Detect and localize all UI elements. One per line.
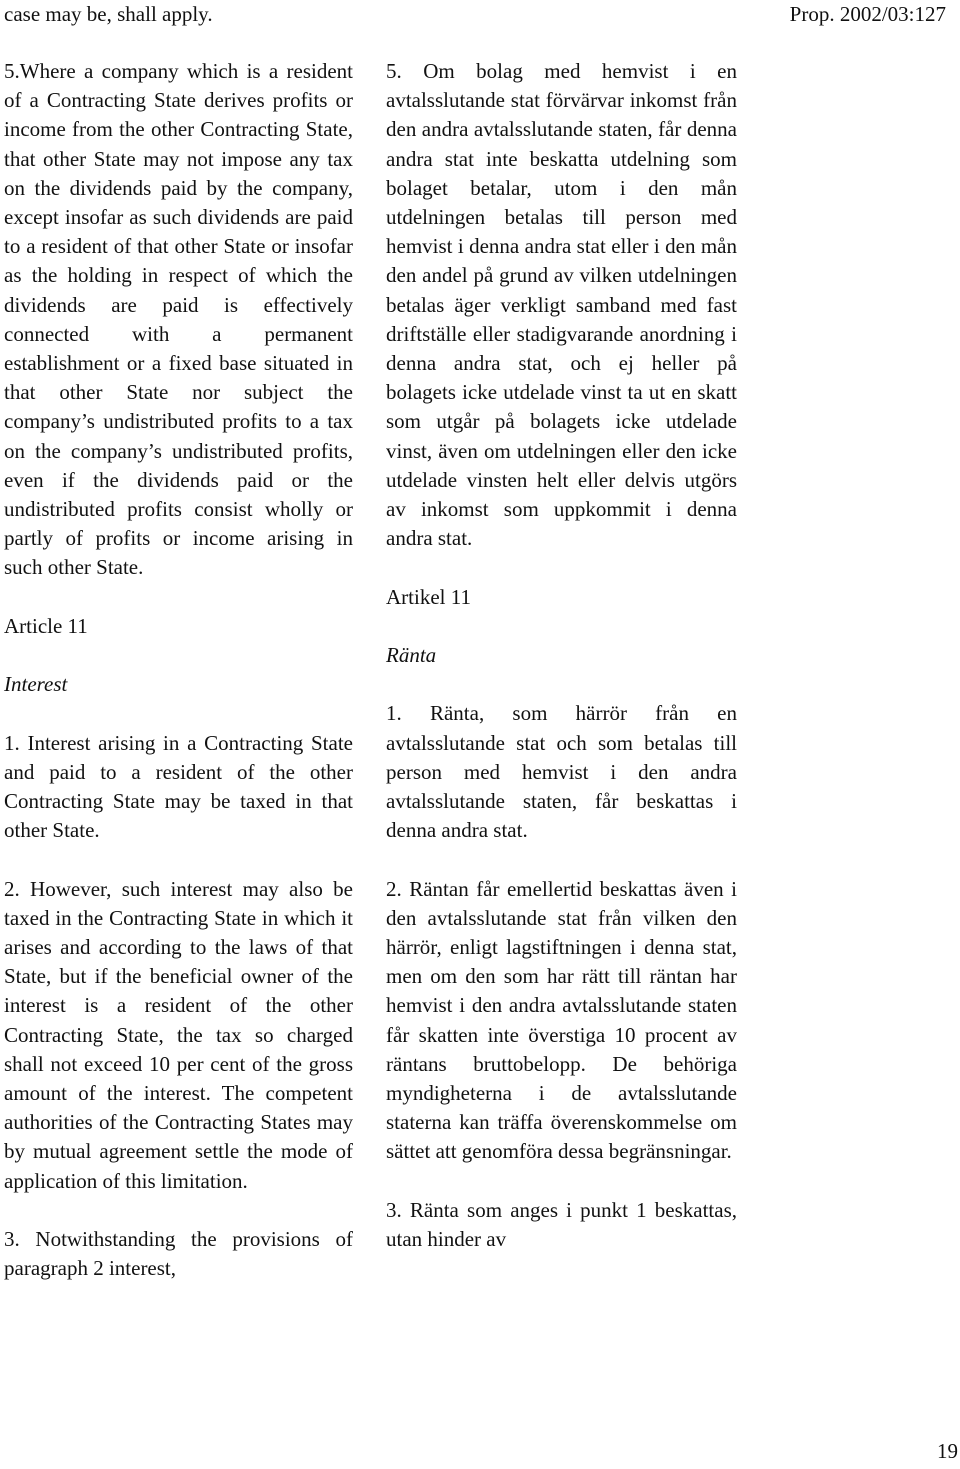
running-header: case may be, shall apply. [4, 2, 213, 26]
page-number: 19 [937, 1439, 958, 1463]
interest-paragraph2-en: 2. However, such interest may also be taxed in the Contracting State in which it arises and according to the laws of that State, but if the beneficial owner of the interest is a resident of the other Contracting State, the tax so charged shall not exceed 10 per cent of the gross amount of the interest. The competent authorities of the Contracting States may by mutual agreement settle the mode of application of this limitation. [4, 876, 353, 1193]
interest-paragraph3-sv: 3. Ränta som anges i punkt 1 beskattas, utan hinder av [386, 1197, 737, 1252]
interest-paragraph3-en: 3. Notwithstanding the provisions of paragraph 2 interest, [4, 1227, 353, 1281]
article-heading-sv: Artikel 11 [386, 584, 471, 609]
interest-paragraph2-sv: 2. Räntan får emellertid beskattas även i den avtalsslutande stat från vilken den härrör, enligt lagstiftningen i denna stat, men om den som har rätt till räntan har hemvist i den andra avtalsslutande staten får skatten inte överstiga 10 procent av räntans bruttobelopp. De behöriga myndigheterna i de avtalsslutande staterna kan träffa överenskommelse om sättet att genomföra dessa begränsningar. [386, 876, 737, 1164]
swedish-column [386, 57, 737, 1254]
interest-paragraph1-sv: 1. Ränta, som härrör från en avtalsslutande stat och som betalas till person med hemvist i den andra avtalsslutande staten, får beskattas i denna andra stat. [386, 701, 737, 843]
interest-paragraph1-en: 1. Interest arising in a Contracting State and paid to a resident of the other Contracting State may be taxed in that other State. [4, 730, 353, 843]
document-reference: Prop. 2002/03:127 [789, 2, 946, 26]
article-title-en: Interest [4, 672, 68, 697]
article-title-sv: Ränta [386, 643, 437, 668]
english-column [4, 57, 353, 1283]
article-heading-en: Article 11 [4, 613, 88, 638]
article10-paragraph5-en: 5.Where a company which is a resident of a Contracting State derives profits or income from the other Contracting State, that other State may not impose any tax on the dividends paid by the company, except insofar as such dividends are paid to a resident of that other State or insofar as the holding in respect of which the dividends are paid is effectively connected with a permanent establishment or a fixed base situated in that other State nor subject the company’s undistributed profits to a tax on the company’s undistributed profits, even if the dividends paid or the undistributed profits consist wholly or partly of profits or income arising in such other State. [4, 59, 353, 580]
article10-paragraph5-sv: 5. Om bolag med hemvist i en avtalsslutande stat förvärvar inkomst från den andra avtalsslutande staten, får denna andra stat inte beskatta utdelning som bolaget betalar, utom i den mån utdelningen betalas till person med hemvist i denna andra stat eller i den mån den andel på grund av vilken utdelningen betalas äger verkligt samband med fast driftställe eller stadigvarande anordning i denna andra stat, och ej heller på bolagets icke utdelade vinst ta ut en skatt som utgår på bolagets icke utdelade vinst, även om utdelningen eller den icke utdelade vinsten helt eller delvis utgörs av inkomst som uppkommit i denna andra stat. [386, 59, 737, 551]
